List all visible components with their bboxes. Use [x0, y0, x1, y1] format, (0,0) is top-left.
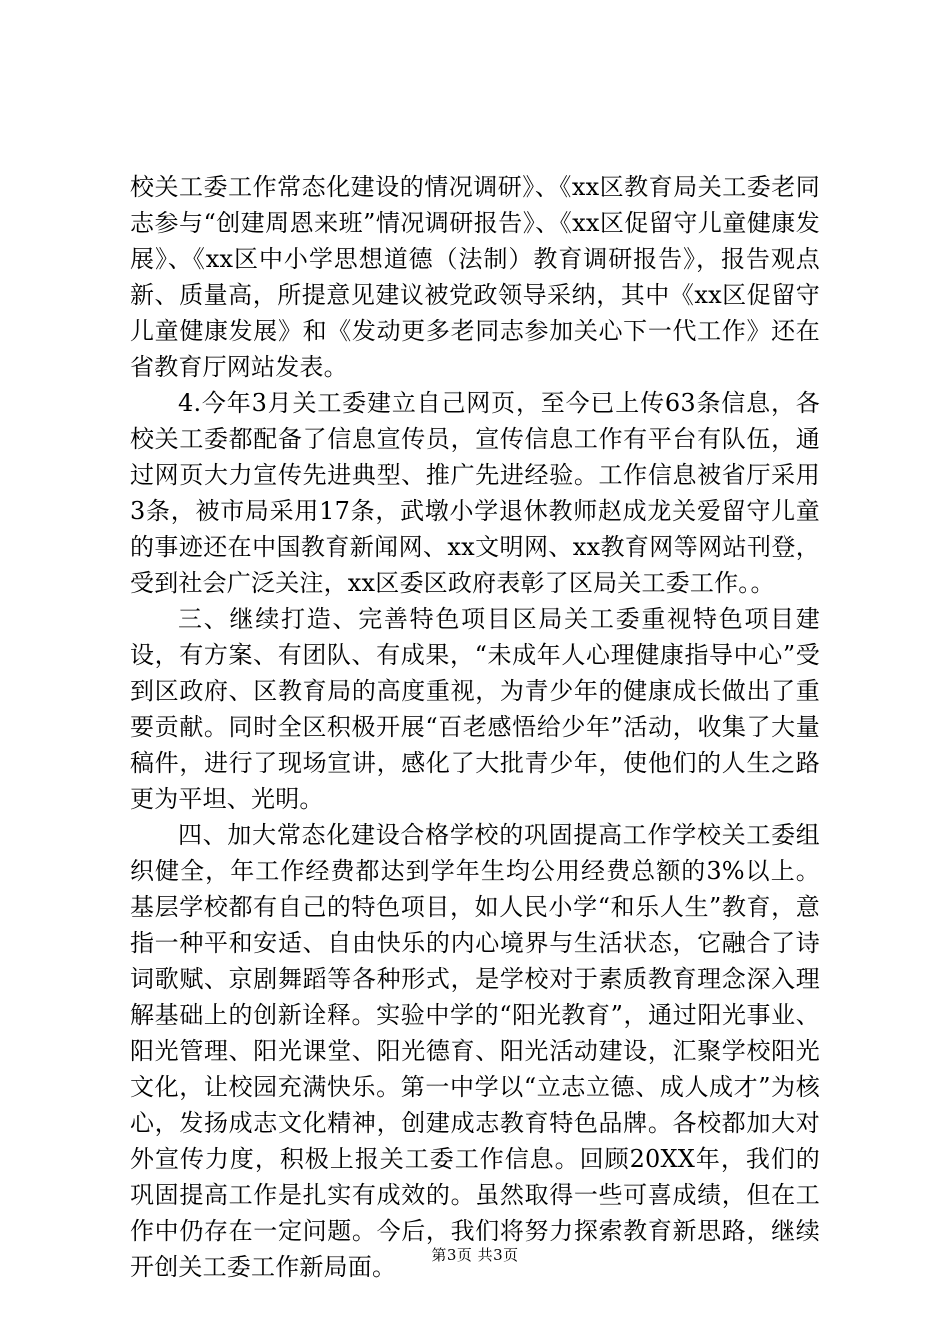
document-body [130, 169, 820, 1285]
paragraph-report-list: 校关工委工作常态化建设的情况调研》、《xx区教育局关工委老同志参与“创建周恩来班”情况调研报告》、《xx区促留守儿童健康发展》、《xx区中小学思想道德（法制）教育调研报告》，报告观点新、质量高，所提意见建议被党政领导采纳，其中《xx区促留守儿童健康发展》和《发动更多老同志参加关心下一代工作》还在省教育厅网站发表。 [130, 173, 820, 381]
paragraph-section-four: 四、加大常态化建设合格学校的巩固提高工作学校关工委组织健全，年工作经费都达到学年生均公用经费总额的3%以上。基层学校都有自己的特色项目，如人民小学“和乐人生”教育，意指一种平和安适、自由快乐的内心境界与生活状态，它融合了诗词歌赋、京剧舞蹈等各种形式，是学校对于素质教育理念深入理解基础上的创新诠释。实验中学的“阳光教育”，通过阳光事业、阳光管理、阳光课堂、阳光德育、阳光活动建设，汇聚学校阳光文化，让校园充满快乐。第一中学以“立志立德、成人成才”为核心，发扬成志文化精神，创建成志教育特色品牌。各校都加大对外宣传力度，积极上报关工委工作信息。回顾20XX年，我们的巩固提高工作是扎实有成效的。虽然取得一些可喜成绩，但在工作中仍存在一定问题。今后，我们将努力探索教育新思路，继续开创关工委工作新局面。 [130, 821, 820, 1281]
page-number-footer: 第3页 共3页 [431, 1246, 519, 1264]
paragraph-section-three: 三、继续打造、完善特色项目区局关工委重视特色项目建设，有方案、有团队、有成果，“未成年人心理健康指导中心”受到区政府、区教育局的高度重视，为青少年的健康成长做出了重要贡献。同时全区积极开展“百老感悟给少年”活动，收集了大量稿件，进行了现场宣讲，感化了大批青少年，使他们的人生之路更为平坦、光明。 [130, 605, 820, 813]
paragraph-webpage-info: 4.今年3月关工委建立自己网页，至今已上传63条信息，各校关工委都配备了信息宣传员，宣传信息工作有平台有队伍，通过网页大力宣传先进典型、推广先进经验。工作信息被省厅采用3条，被市局采用17条，武墩小学退休教师赵成龙关爱留守儿童的事迹还在中国教育新闻网、xx文明网、xx教育网等网站刊登，受到社会广泛关注，xx区委区政府表彰了区局关工委工作。。 [130, 389, 820, 597]
